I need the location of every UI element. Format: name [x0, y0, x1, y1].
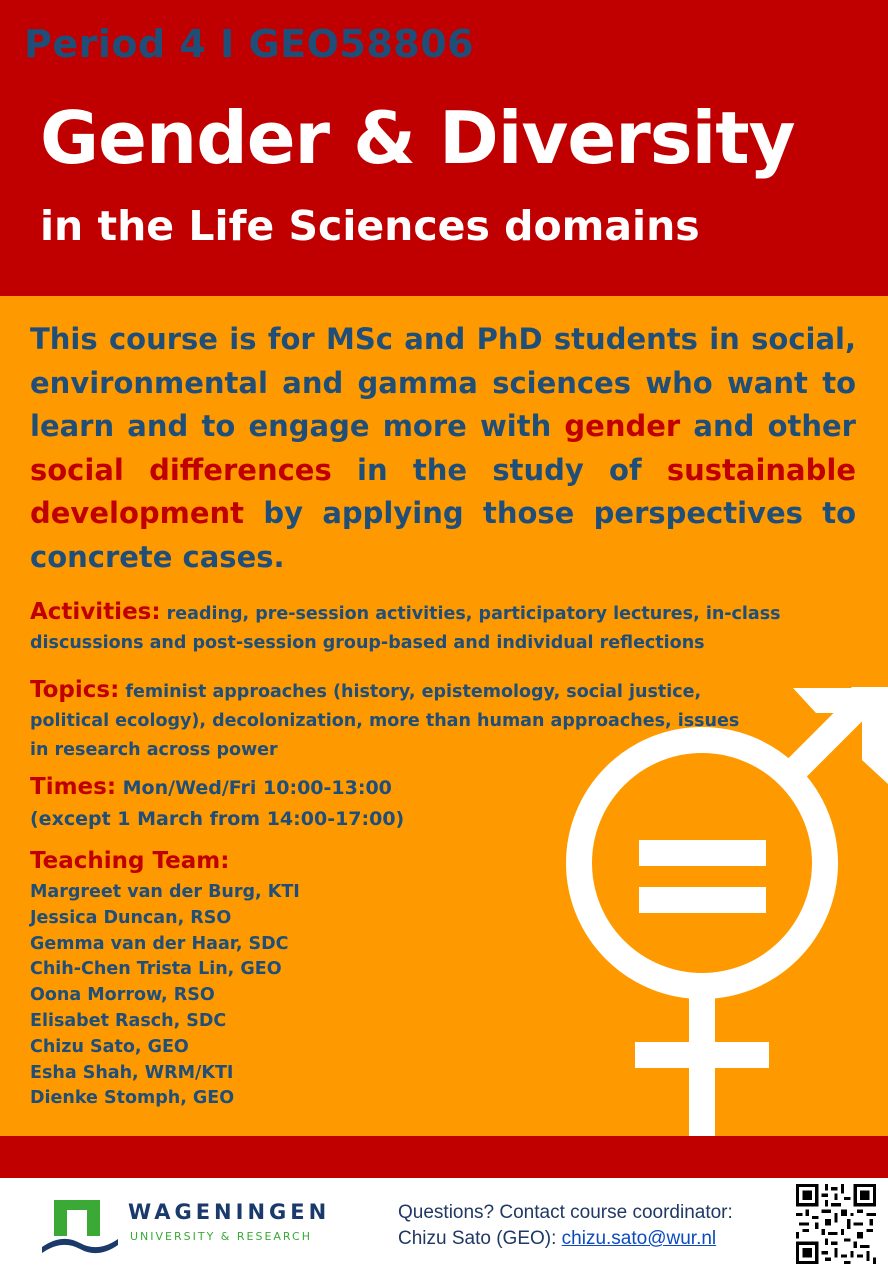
course-description: [30, 318, 856, 579]
activities-text: reading, pre-session activities, participatory lectures, in-class discussions and post-session group-based and individual reflections: [30, 604, 781, 653]
qr-code-icon[interactable]: [796, 1184, 876, 1264]
wur-logo-icon: [42, 1197, 118, 1255]
course-code: Period 4 I GEO58806: [24, 22, 475, 66]
team-member: Margreet van der Burg, KTI: [30, 882, 300, 902]
topics-text: feminist approaches (history, epistemology, social justice, political ecology), decolonization, more than human approaches, issues in research across power: [30, 682, 740, 760]
contact-line: [398, 1226, 733, 1252]
times-schedule: Mon/Wed/Fri 10:00-13:00: [116, 777, 392, 799]
contact-line: Questions? Contact course coordinator:: [398, 1202, 733, 1223]
team-member: Chizu Sato, GEO: [30, 1036, 189, 1057]
poster-subtitle: in the Life Sciences domains: [40, 202, 700, 250]
times-label: Times:: [30, 774, 117, 800]
intro-highlight-social-differences: social differences: [30, 452, 332, 487]
contact-name: Chizu Sato (GEO):: [398, 1228, 562, 1249]
team-member: Oona Morrow, RSO: [30, 985, 215, 1006]
email-link[interactable]: chizu.sato@wur.nl: [561, 1228, 717, 1249]
team-member: Esha Shah, WRM/KTI: [30, 1062, 234, 1083]
intro-highlight-sustainable-development: sustainable development: [30, 452, 856, 530]
team-member: Elisabet Rasch, SDC: [30, 1010, 227, 1031]
times-exception: (except 1 March from 14:00-17:00): [30, 808, 405, 830]
team-member: Jessica Duncan, RSO: [30, 907, 232, 928]
team-member: Gemma van der Haar, SDC: [30, 933, 289, 954]
teaching-team-title: Teaching Team:: [30, 848, 230, 874]
teaching-team-list: [30, 880, 300, 1112]
activities-section: [30, 598, 830, 658]
activities-label: Activities:: [30, 599, 161, 625]
intro-text: This course is for MSc and PhD students in social, environmental and gamma sciences who want to learn and to engage more with: [30, 322, 856, 443]
gender-equality-icon: [560, 680, 888, 1140]
logo-wordmark: WAGENINGEN: [128, 1200, 331, 1224]
times-section: [30, 772, 590, 835]
team-member: Chih-Chen Trista Lin, GEO: [30, 959, 282, 980]
intro-highlight-gender: gender: [564, 409, 681, 443]
poster-title: Gender & Diversity: [40, 96, 795, 180]
logo-tagline: UNIVERSITY & RESEARCH: [130, 1230, 312, 1243]
contact-info: [398, 1200, 733, 1252]
intro-text: by applying those perspectives to concrete cases.: [30, 496, 856, 574]
intro-text: in the study of: [331, 452, 667, 487]
topics-label: Topics:: [30, 677, 120, 703]
footer-divider: [0, 1136, 888, 1178]
intro-text: and other: [680, 409, 856, 443]
team-member: Dienke Stomph, GEO: [30, 1088, 235, 1109]
